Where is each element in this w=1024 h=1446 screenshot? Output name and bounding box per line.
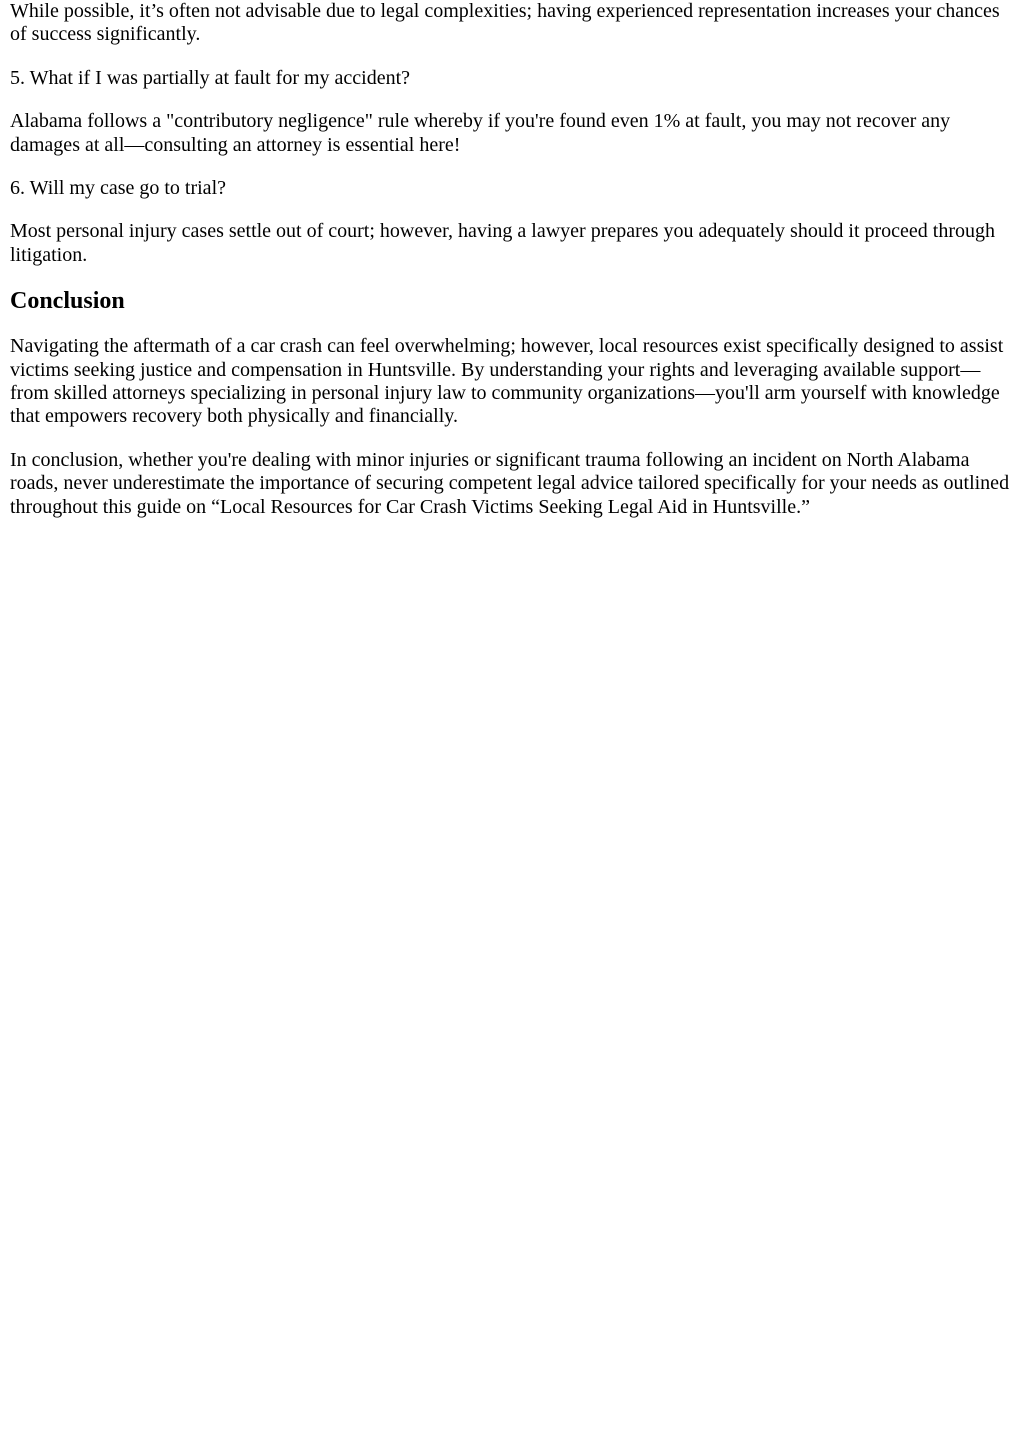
faq-question-5: 5. What if I was partially at fault for my accident?: [10, 66, 411, 89]
conclusion-heading: Conclusion: [10, 288, 125, 315]
article-body: [0, 0, 1024, 519]
faq-answer-5: Alabama follows a "contributory negligence" rule whereby if you're found even 1% at fault, you may not recover any damages at all—consulting an attorney is essential here!: [10, 110, 951, 156]
faq-answer-6: Most personal injury cases settle out of court; however, having a lawyer prepares you adequately should it proceed through litigation.: [10, 220, 996, 266]
conclusion-paragraph-2: In conclusion, whether you're dealing with minor injuries or significant trauma following an incident on North Alabama roads, never underestimate the importance of securing competent legal advice tailored specifically for your needs as outlined throughout this guide on “Local Resources for Car Crash Victims Seeking Legal Aid in Huntsville.”: [10, 448, 1010, 518]
conclusion-paragraph-1: Navigating the aftermath of a car crash can feel overwhelming; however, local resources exist specifically designed to assist victims seeking justice and compensation in Huntsville. By understanding your rights and leveraging available support—from skilled attorneys specializing in personal injury law to community organizations—you'll arm yourself with knowledge that empowers recovery both physically and financially.: [10, 335, 1004, 428]
faq-answer-4: While possible, it’s often not advisable due to legal complexities; having experienced representation increases your chances of success significantly.: [10, 0, 1000, 46]
faq-question-6: 6. Will my case go to trial?: [10, 177, 226, 200]
